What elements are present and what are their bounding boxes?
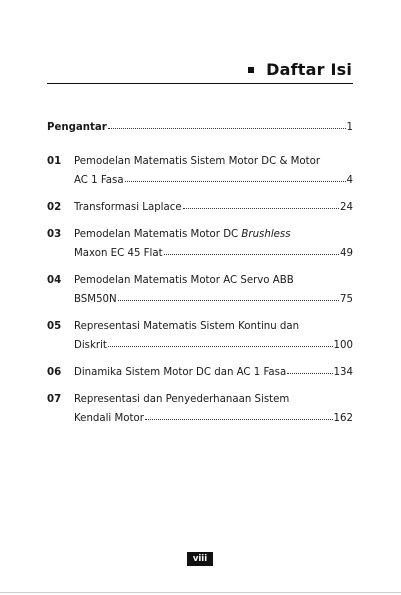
- header-bullet-icon: [248, 67, 254, 73]
- chapter-title-text: AC 1 Fasa: [74, 175, 124, 186]
- chapter-body: [74, 317, 353, 355]
- chapter-title-text: Kendali Motor: [74, 413, 144, 424]
- chapter-number: 05: [47, 321, 62, 332]
- chapter-title-italic-text: Brushless: [241, 229, 291, 240]
- dot-leader: [145, 419, 333, 420]
- dot-leader: [287, 373, 332, 374]
- chapter-title-last-line: [74, 336, 353, 355]
- dot-leader: [164, 254, 339, 255]
- page-number-badge: viii: [187, 552, 213, 566]
- chapter-number: 07: [47, 394, 62, 405]
- chapter-title-line: [74, 225, 353, 244]
- chapter-body: [74, 271, 353, 309]
- chapter-body: [74, 225, 353, 263]
- chapter-title-last-line: [74, 290, 353, 309]
- chapter-title-last-line: [74, 171, 353, 190]
- chapter-title-text: Dinamika Sistem Motor DC dan AC 1 Fasa: [74, 367, 287, 378]
- chapter-number: 06: [47, 367, 62, 378]
- chapter-title-last-line: [74, 198, 353, 217]
- chapter-number: 02: [47, 202, 62, 213]
- toc-page-number: 162: [333, 413, 353, 424]
- chapter-title-text: Pemodelan Matematis Motor DC: [74, 229, 242, 240]
- toc-entry-chapter-01[interactable]: [47, 152, 353, 190]
- toc-page-number: 49: [340, 248, 353, 259]
- toc-entry-chapter-04[interactable]: [47, 271, 353, 309]
- toc-entry-title: Pengantar: [47, 122, 107, 133]
- chapter-body: [74, 152, 353, 190]
- page-title: Daftar Isi: [266, 60, 352, 79]
- dot-leader: [118, 300, 339, 301]
- toc-entry-chapter-05[interactable]: [47, 317, 353, 355]
- chapter-title-text: BSM50N: [74, 294, 117, 305]
- toc-entry-chapter-03[interactable]: [47, 225, 353, 263]
- chapter-number: 03: [47, 229, 62, 240]
- chapter-body: [74, 390, 353, 428]
- chapter-title-line: Pemodelan Matematis Motor AC Servo ABB: [74, 275, 294, 286]
- chapter-title-last-line: [74, 363, 353, 382]
- toc-page-number: 100: [333, 340, 353, 351]
- toc-entry-chapter-02[interactable]: [47, 198, 353, 217]
- dot-leader: [125, 181, 346, 182]
- chapter-title-text: Transformasi Laplace: [74, 202, 182, 213]
- chapter-title-last-line: [74, 244, 353, 263]
- toc-entry-chapter-07[interactable]: [47, 390, 353, 428]
- chapter-number: 01: [47, 156, 62, 167]
- dot-leader: [183, 208, 339, 209]
- chapter-number: 04: [47, 275, 62, 286]
- chapter-title-text: Diskrit: [74, 340, 107, 351]
- dot-leader: [108, 346, 333, 347]
- chapter-title-last-line: [74, 409, 353, 428]
- dot-leader: [108, 128, 346, 129]
- chapter-title-line: Pemodelan Matematis Sistem Motor DC & Motor: [74, 156, 321, 167]
- toc-entry-intro[interactable]: [47, 118, 353, 137]
- page-header: [248, 60, 352, 79]
- chapter-title-line: Representasi dan Penyederhanaan Sistem: [74, 394, 290, 405]
- page-bottom-edge: [0, 592, 401, 593]
- chapter-title-text: Maxon EC 45 Flat: [74, 248, 163, 259]
- toc-page-number: 1: [346, 122, 353, 133]
- chapter-title-line: Representasi Matematis Sistem Kontinu dan: [74, 321, 300, 332]
- chapter-body: [74, 198, 353, 217]
- toc-page-number: 134: [333, 367, 353, 378]
- header-divider: [47, 83, 353, 84]
- toc-entry-chapter-06[interactable]: [47, 363, 353, 382]
- toc-page-number: 75: [340, 294, 353, 305]
- toc-page-number: 24: [340, 202, 353, 213]
- toc-page-number: 4: [346, 175, 353, 186]
- table-of-contents: [47, 118, 353, 436]
- chapter-body: [74, 363, 353, 382]
